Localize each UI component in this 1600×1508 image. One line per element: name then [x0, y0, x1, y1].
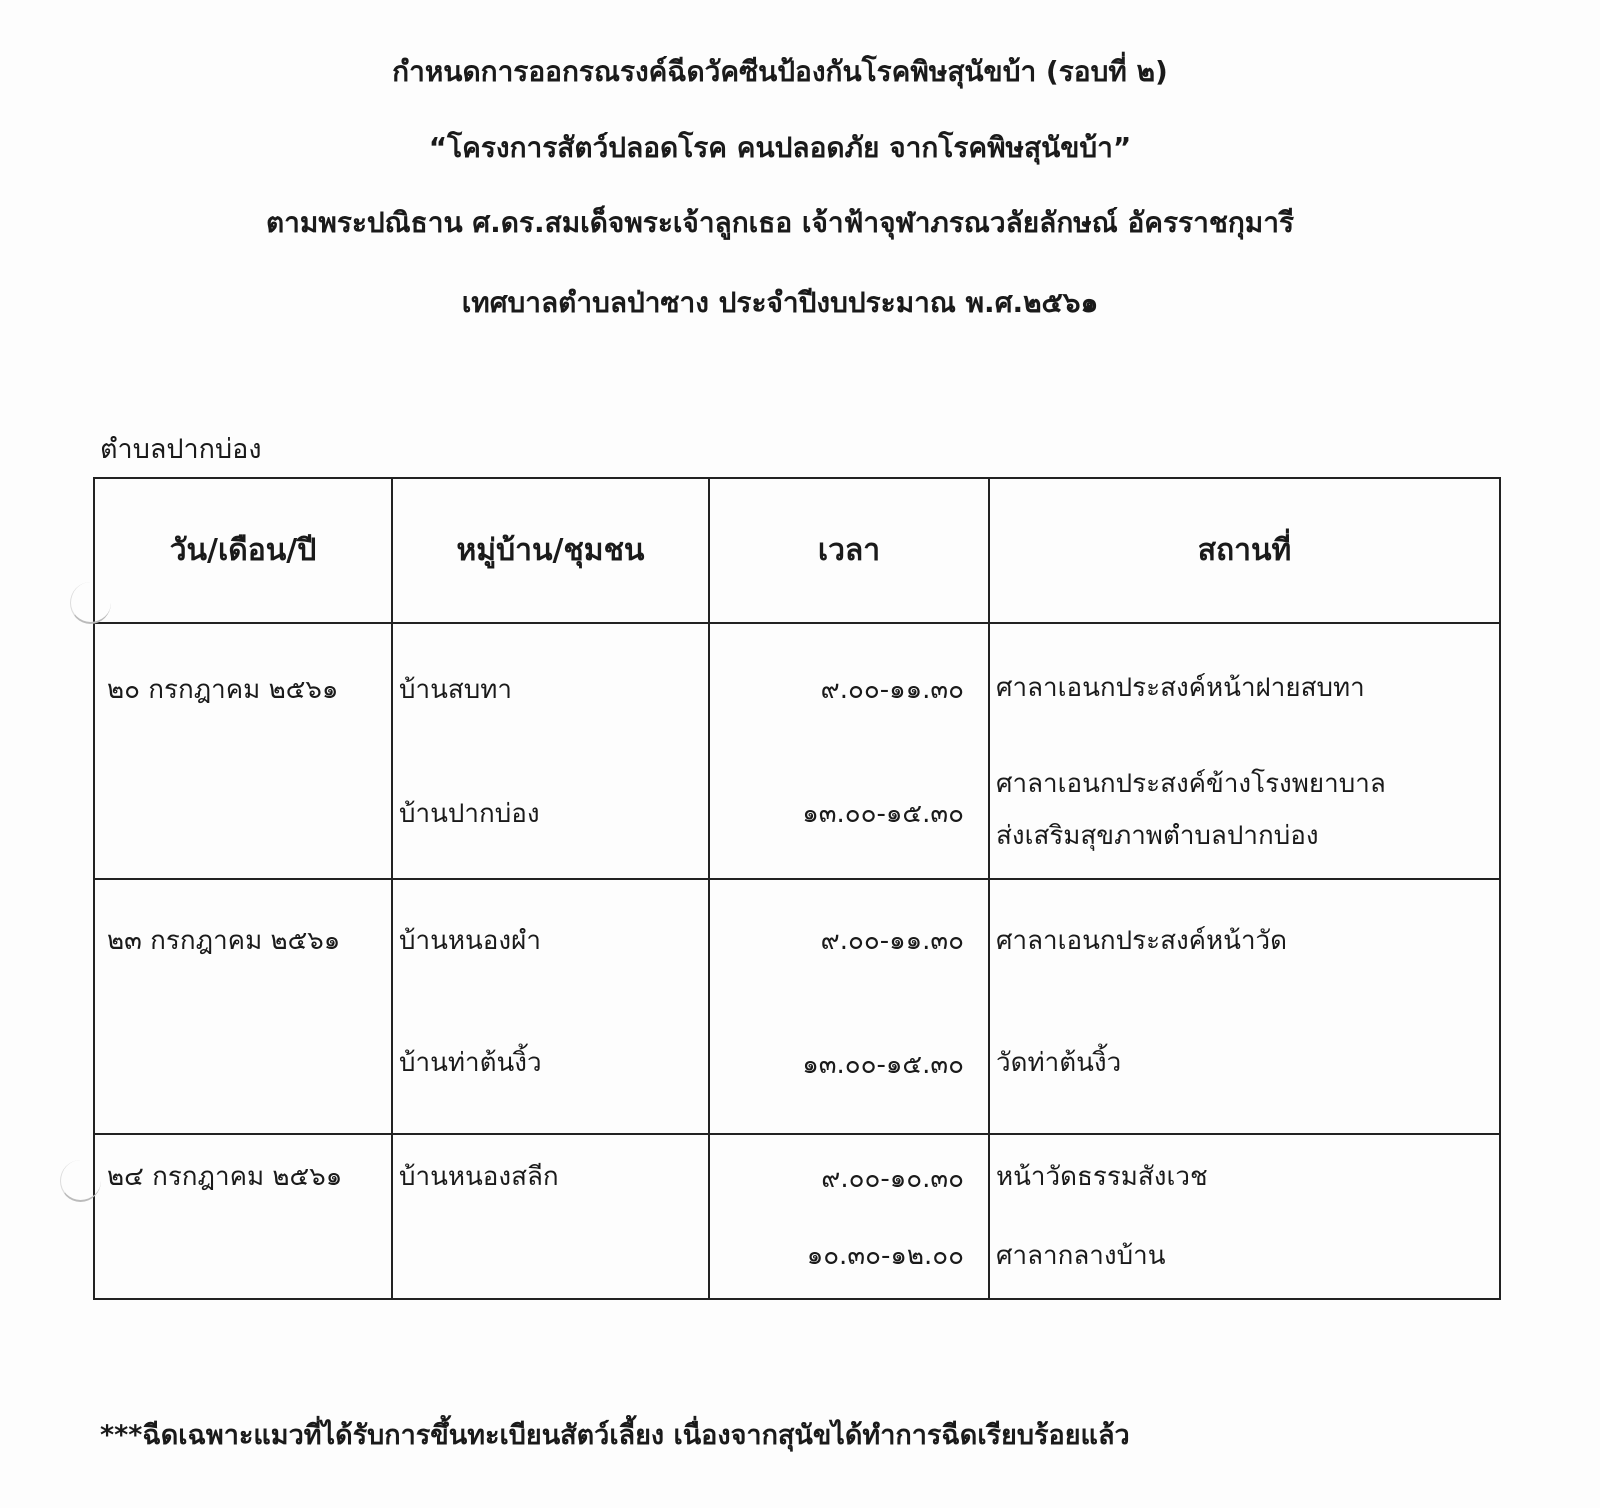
- place-cell: [989, 1134, 1500, 1299]
- punch-hole-mark: [70, 582, 111, 624]
- place-text: ศาลาเอนกประสงค์หน้าฝายสบทา: [996, 673, 1365, 703]
- place-text: ศาลาเอนกประสงค์หน้าวัด: [996, 926, 1288, 956]
- title-line-2: “โครงการสัตว์ปลอดโรค คนปลอดภัย จากโรคพิษสุนัขบ้า”: [428, 131, 1132, 164]
- time-text: ๑๐.๓๐-๑๒.๐๐: [806, 1241, 964, 1271]
- table-row: [94, 623, 1500, 879]
- village-text: บ้านหนองสลีก: [399, 1162, 559, 1192]
- date-text: ๒๔ กรกฎาคม ๒๕๖๑: [107, 1162, 343, 1192]
- section-label: ตำบลปากบ่อง: [100, 434, 262, 465]
- place-text: ส่งเสริมสุขภาพตำบลปากบ่อง: [996, 821, 1319, 851]
- date-cell: [94, 1134, 392, 1299]
- footnote: ***ฉีดเฉพาะแมวที่ได้รับการขึ้นทะเบียนสัตว์เลี้ยง เนื่องจากสุนัขได้ทำการฉีดเรียบร้อยแล้ว: [100, 1420, 1130, 1451]
- table-header-row: [94, 478, 1500, 623]
- place-text: หน้าวัดธรรมสังเวช: [996, 1162, 1208, 1192]
- village-text: บ้านหนองผำ: [399, 926, 541, 956]
- place-text: ศาลากลางบ้าน: [996, 1241, 1166, 1271]
- date-cell: [94, 879, 392, 1134]
- village-text: บ้านปากบ่อง: [399, 799, 540, 829]
- header-place: สถานที่: [989, 478, 1500, 623]
- date-text: ๒๓ กรกฎาคม ๒๕๖๑: [107, 926, 341, 956]
- village-text: บ้านท่าต้นงิ้ว: [399, 1048, 542, 1078]
- place-text: ศาลาเอนกประสงค์ข้างโรงพยาบาล: [996, 769, 1386, 799]
- village-cell: [392, 1134, 709, 1299]
- date-cell: [94, 623, 392, 879]
- time-text: ๑๓.๐๐-๑๕.๓๐: [802, 799, 964, 829]
- village-text: บ้านสบทา: [399, 675, 512, 705]
- punch-hole-mark: [60, 1160, 101, 1202]
- village-cell: [392, 623, 709, 879]
- time-cell: [709, 1134, 989, 1299]
- header-time: เวลา: [709, 478, 989, 623]
- title-line-4: เทศบาลตำบลป่าซาง ประจำปีงบประมาณ พ.ศ.๒๕๖๑: [461, 286, 1099, 319]
- time-cell: [709, 623, 989, 879]
- title-line-3: ตามพระปณิธาน ศ.ดร.สมเด็จพระเจ้าลูกเธอ เจ้าฟ้าจุฬาภรณวลัยลักษณ์ อัครราชกุมารี: [266, 206, 1294, 239]
- date-text: ๒๐ กรกฎาคม ๒๕๖๑: [107, 675, 339, 705]
- table-row: [94, 1134, 1500, 1299]
- place-text: วัดท่าต้นงิ้ว: [996, 1048, 1122, 1078]
- time-text: ๑๓.๐๐-๑๕.๓๐: [802, 1050, 964, 1080]
- table-row: [94, 879, 1500, 1134]
- time-text: ๙.๐๐-๑๑.๓๐: [820, 926, 964, 956]
- place-cell: [989, 623, 1500, 879]
- schedule-table: [93, 477, 1501, 1300]
- time-text: ๙.๐๐-๑๐.๓๐: [821, 1164, 964, 1194]
- place-cell: [989, 879, 1500, 1134]
- title-line-1: กำหนดการออกรณรงค์ฉีดวัคซีนป้องกันโรคพิษสุนัขบ้า (รอบที่ ๒): [392, 55, 1168, 88]
- time-cell: [709, 879, 989, 1134]
- header-date: วัน/เดือน/ปี: [94, 478, 392, 623]
- time-text: ๙.๐๐-๑๑.๓๐: [820, 675, 964, 705]
- village-cell: [392, 879, 709, 1134]
- header-village: หมู่บ้าน/ชุมชน: [392, 478, 709, 623]
